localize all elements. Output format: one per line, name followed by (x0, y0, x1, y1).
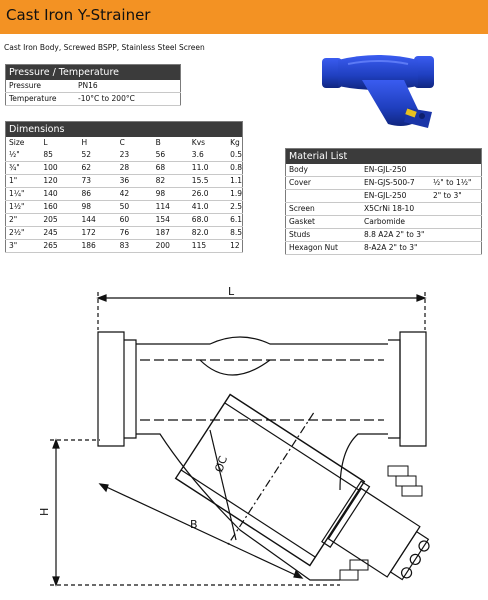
dimensions-table (5, 121, 243, 253)
material-row (286, 203, 482, 216)
dimension-cell: 120 (40, 175, 78, 188)
dimension-cell: 205 (40, 214, 78, 227)
temperature-label: Temperature (6, 93, 76, 106)
dimension-cell: 1½" (6, 201, 41, 214)
col-h: H (81, 138, 88, 147)
material-range (430, 203, 482, 216)
dimension-cell: 2½" (6, 227, 41, 240)
dimension-cell: 83 (117, 240, 153, 253)
dim-c-label: ØC (212, 454, 231, 475)
dimension-cell: 98 (78, 201, 116, 214)
dimension-cell: 0.8 (227, 162, 242, 175)
dimension-row (6, 240, 243, 253)
dimension-cell: 36 (117, 175, 153, 188)
col-l: L (43, 138, 48, 147)
dimension-cell: 3.6 (189, 149, 227, 162)
material-table (285, 148, 482, 255)
dimension-cell: 1¼" (6, 188, 41, 201)
material-row (286, 164, 482, 177)
y-strainer-technical-drawing (40, 280, 460, 595)
material-range (430, 216, 482, 229)
dimension-cell: ¾" (6, 162, 41, 175)
dimension-cell: 265 (40, 240, 78, 253)
dimension-cell: 100 (40, 162, 78, 175)
dimension-row (6, 162, 243, 175)
dimension-cell: 115 (189, 240, 227, 253)
page-title: Cast Iron Y-Strainer (6, 6, 151, 24)
dimension-row (6, 201, 243, 214)
material-range (430, 242, 482, 255)
dimension-cell: 187 (153, 227, 189, 240)
dimension-cell: 11.0 (189, 162, 227, 175)
dimension-cell: 8.5 (227, 227, 242, 240)
dimension-cell: 0.5 (227, 149, 242, 162)
dimension-cell: 23 (117, 149, 153, 162)
dim-l-label: L (228, 285, 235, 298)
dimension-cell: 15.5 (189, 175, 227, 188)
dimension-cell: 85 (40, 149, 78, 162)
dimension-cell: 52 (78, 149, 116, 162)
material-material: 8.8 A2A 2" to 3" (361, 229, 430, 242)
dimension-cell: 60 (117, 214, 153, 227)
material-part (286, 190, 362, 203)
col-c: C (119, 138, 125, 147)
material-material: EN-GJL-250 (361, 190, 430, 203)
dimension-cell: 62 (78, 162, 116, 175)
dimension-cell: 68 (153, 162, 189, 175)
page-header (0, 0, 488, 34)
material-part: Gasket (286, 216, 362, 229)
material-row (286, 242, 482, 255)
material-row (286, 190, 482, 203)
pressure-value: PN16 (75, 80, 181, 93)
dimension-cell: 6.1 (227, 214, 242, 227)
dimension-cell: 50 (117, 201, 153, 214)
material-row (286, 177, 482, 190)
material-material: 8-A2A 2" to 3" (361, 242, 430, 255)
dimension-cell: ½" (6, 149, 41, 162)
material-part: Body (286, 164, 362, 177)
col-kvs: Kvs (191, 138, 206, 147)
dimension-row (6, 214, 243, 227)
dimension-cell: 200 (153, 240, 189, 253)
col-b: B (155, 138, 161, 147)
product-subtitle: Cast Iron Body, Screwed BSPP, Stainless Steel Screen (4, 43, 205, 52)
dimension-cell: 82.0 (189, 227, 227, 240)
material-material: EN-GJS-500-7 (361, 177, 430, 190)
dimension-cell: 76 (117, 227, 153, 240)
dim-h-label: H (38, 507, 51, 516)
y-strainer-product-photo (318, 50, 438, 130)
dimension-cell: 2" (6, 214, 41, 227)
material-part: Cover (286, 177, 362, 190)
material-material: X5CrNi 18-10 (361, 203, 430, 216)
dimension-cell: 56 (153, 149, 189, 162)
dimension-row (6, 149, 243, 162)
material-range: 2" to 3" (430, 190, 482, 203)
dimension-cell: 154 (153, 214, 189, 227)
dimension-cell: 73 (78, 175, 116, 188)
dimension-cell: 41.0 (189, 201, 227, 214)
dimension-cell: 3" (6, 240, 41, 253)
col-kg: Kg (230, 138, 240, 147)
dimension-cell: 98 (153, 188, 189, 201)
dimension-cell: 172 (78, 227, 116, 240)
dimension-cell: 1.1 (227, 175, 242, 188)
dimension-cell: 114 (153, 201, 189, 214)
material-range (430, 229, 482, 242)
dimension-cell: 42 (117, 188, 153, 201)
pressure-heading: Pressure / Temperature (6, 65, 181, 81)
pressure-label: Pressure (6, 80, 76, 93)
dimension-row (6, 188, 243, 201)
pressure-table (5, 64, 181, 106)
dimension-cell: 144 (78, 214, 116, 227)
material-range (430, 164, 482, 177)
col-size: Size (9, 138, 25, 147)
material-row (286, 216, 482, 229)
material-range: ½" to 1½" (430, 177, 482, 190)
dimensions-heading: Dimensions (6, 122, 243, 138)
material-heading: Material List (286, 149, 482, 165)
dimension-cell: 1" (6, 175, 41, 188)
material-part: Studs (286, 229, 362, 242)
dimension-cell: 12 (227, 240, 242, 253)
material-material: EN-GJL-250 (361, 164, 430, 177)
dimension-row (6, 227, 243, 240)
dimension-cell: 82 (153, 175, 189, 188)
dimension-cell: 86 (78, 188, 116, 201)
dimension-row (6, 175, 243, 188)
dimension-cell: 26.0 (189, 188, 227, 201)
dimension-cell: 68.0 (189, 214, 227, 227)
dimension-cell: 186 (78, 240, 116, 253)
dimension-cell: 2.5 (227, 201, 242, 214)
material-material: Carbomide (361, 216, 430, 229)
dimension-cell: 1.9 (227, 188, 242, 201)
dim-b-label: B (190, 518, 198, 531)
material-part: Screen (286, 203, 362, 216)
dimension-cell: 160 (40, 201, 78, 214)
dimension-cell: 28 (117, 162, 153, 175)
temperature-value: -10°C to 200°C (75, 93, 181, 106)
dimension-cell: 140 (40, 188, 78, 201)
material-part: Hexagon Nut (286, 242, 362, 255)
dimension-cell: 245 (40, 227, 78, 240)
material-row (286, 229, 482, 242)
